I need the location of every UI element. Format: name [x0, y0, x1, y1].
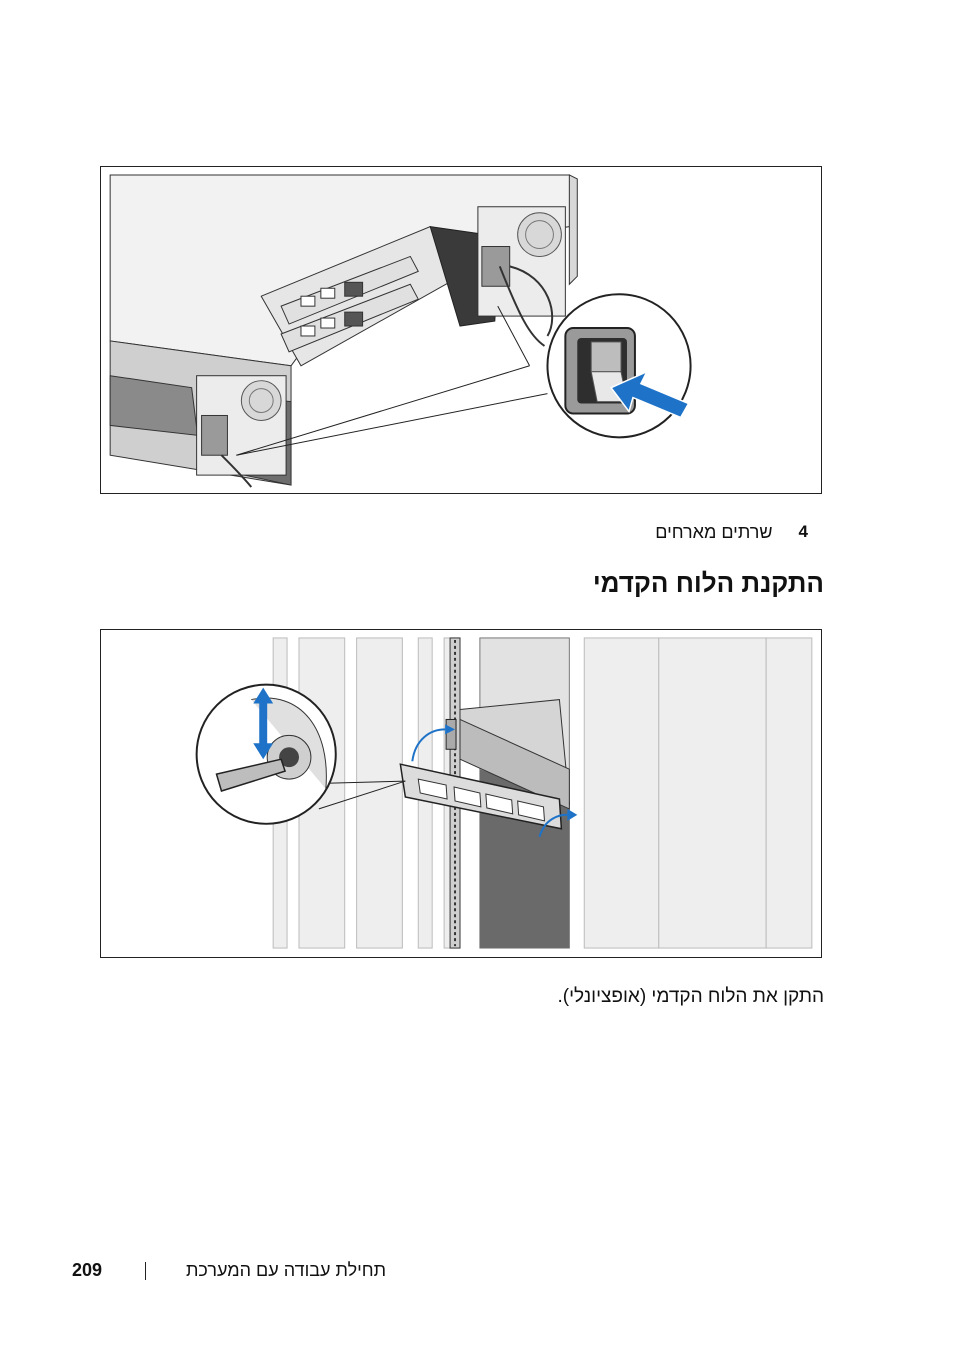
figure-caption [655, 518, 808, 546]
power-switch-illustration [101, 167, 821, 493]
footer-title: תחילת עבודה עם המערכת [186, 1260, 387, 1280]
caption-text: שרתים מארחים [655, 521, 773, 542]
page-number: 209 [72, 1260, 103, 1280]
figure-bezel-install [100, 629, 822, 958]
bezel-illustration [101, 630, 821, 957]
section-title: התקנת הלוח הקדמי [592, 568, 824, 598]
page-footer [0, 1258, 954, 1288]
footer-divider [145, 1262, 146, 1280]
figure-power-switch [100, 166, 822, 494]
install-bezel-instruction: התקן את הלוח הקדמי (אופציונלי). [557, 986, 824, 1007]
caption-number: 4 [798, 522, 808, 541]
